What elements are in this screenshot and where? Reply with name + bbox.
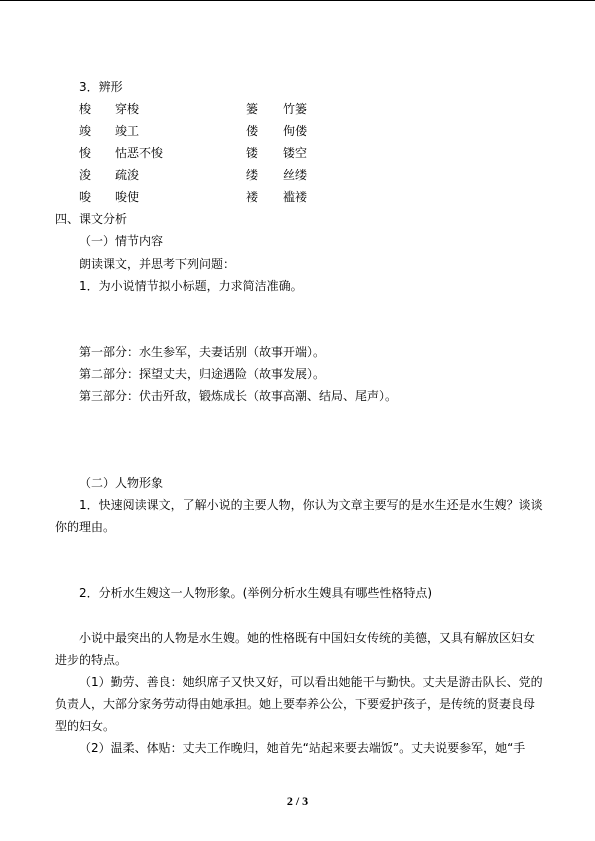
trait-2-line1: （2）温柔、体贴：丈夫工作晚归，她首先“站起来要去端饭”。丈夫说要参军，她“手 <box>79 741 526 755</box>
word-right: 镂空 <box>283 146 308 160</box>
char-left: 浚 <box>79 168 92 182</box>
reading-prompt: 朗读课文，并思考下列问题： <box>79 257 236 271</box>
word-left: 怙恶不悛 <box>115 146 164 160</box>
page-number: 2 / 3 <box>286 794 309 808</box>
word-left: 唆使 <box>115 190 140 204</box>
section-3-title: 3．辨形 <box>79 80 123 94</box>
subsection-character-title: （二）人物形象 <box>79 476 164 490</box>
char-right: 篓 <box>246 102 259 116</box>
char-right: 褛 <box>246 190 259 204</box>
char-right: 镂 <box>246 146 259 160</box>
word-right: 佝偻 <box>283 124 308 138</box>
char-right: 偻 <box>246 124 259 138</box>
plot-part-2: 第二部分：探望丈夫，归途遇险（故事发展）。 <box>79 367 326 381</box>
trait-1-line3: 型的妇女。 <box>55 719 116 733</box>
subsection-plot-title: （一）情节内容 <box>79 234 164 248</box>
word-right: 竹篓 <box>283 102 308 116</box>
word-left: 竣工 <box>115 124 140 138</box>
char-left: 梭 <box>79 102 92 116</box>
question-main-character-line1: 1．快速阅读课文，了解小说的主要人物，你认为文章主要写的是水生还是水生嫂？谈谈 <box>79 498 543 512</box>
word-left: 疏浚 <box>115 168 140 182</box>
question-main-character-line2: 你的理由。 <box>55 520 116 534</box>
trait-1-line1: （1）勤劳、善良：她织席子又快又好，可以看出她能干与勤快。丈夫是游击队长、党的 <box>79 675 543 689</box>
answer-paragraph-line2: 进步的特点。 <box>55 653 128 667</box>
char-left: 唆 <box>79 190 92 204</box>
answer-paragraph-line1: 小说中最突出的人物是水生嫂。她的性格既有中国妇女传统的美德，又具有解放区妇女 <box>79 631 536 645</box>
char-left: 竣 <box>79 124 92 138</box>
trait-1-line2: 负责人，大部分家务劳动得由她承担。她上要奉养公公，下要爱护孩子，是传统的贤妻良母 <box>55 697 536 711</box>
word-right: 褴褛 <box>283 190 308 204</box>
char-right: 缕 <box>246 168 259 182</box>
question-plot-titles: 1．为小说情节拟小标题，力求简洁准确。 <box>79 279 303 293</box>
section-4-title: 四、课文分析 <box>55 212 128 226</box>
word-left: 穿梭 <box>115 102 140 116</box>
plot-part-1: 第一部分：水生参军，夫妻话别（故事开端）。 <box>79 345 326 359</box>
char-left: 悛 <box>79 146 92 160</box>
page-top-border <box>0 0 595 1</box>
word-right: 丝缕 <box>283 168 308 182</box>
plot-part-3: 第三部分：伏击歼敌，锻炼成长（故事高潮、结局、尾声）。 <box>79 389 398 403</box>
question-character-analysis: 2．分析水生嫂这一人物形象。(举例分析水生嫂具有哪些性格特点) <box>79 586 433 600</box>
